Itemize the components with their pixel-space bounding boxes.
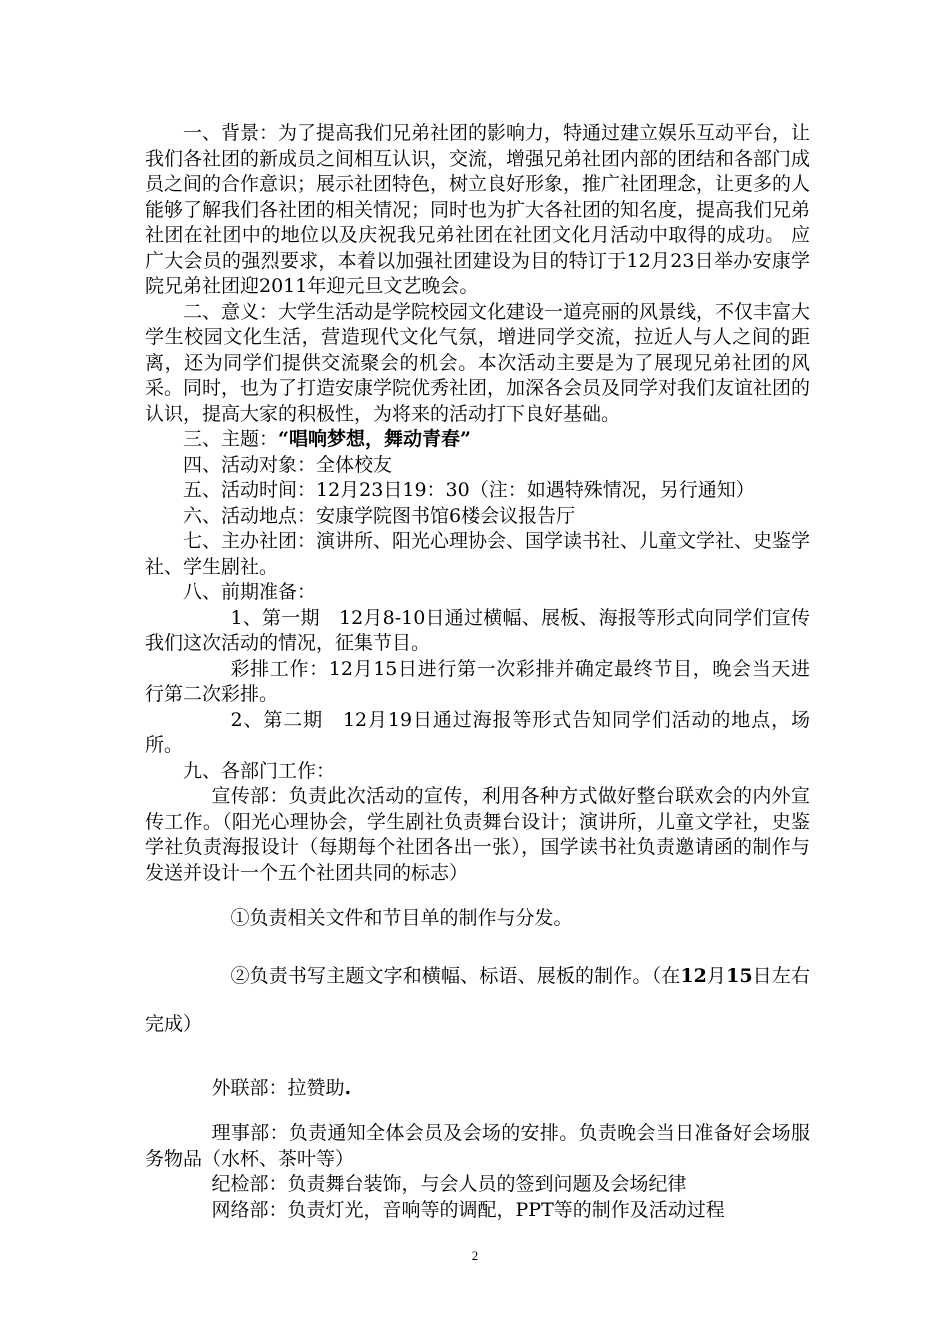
paragraph-network: 网络部：负责灯光，音响等的调配，PPT等的制作及活动过程 xyxy=(211,1198,725,1221)
paragraph-organizers: 七、主办社团：演讲所、阳光心理协会、国学读书社、儿童文学社、史鉴学社、学生剧社。 xyxy=(145,530,811,578)
paragraph-prep-heading: 八、前期准备： xyxy=(183,581,317,603)
paragraph-location: 六、活动地点：安康学院图书馆6楼会议报告厅 xyxy=(183,504,576,527)
document-body xyxy=(145,121,810,1223)
paragraph-significance: 二、意义：大学生活动是学院校园文化建设一道亮丽的风景线，不仅丰富大学生校园文化生活，营造现代文化气氛，增进同学交流，拉近人与人之间的距离，还为同学们提供交流聚会的机会。本次活动主要是为了展现兄弟社团的风采。同时，也为了打造安康学院优秀社团，加深各会员及同学对我们友谊社团的认识，提高大家的积极性，为将来的活动打下良好基础。 xyxy=(145,300,811,425)
paragraph-time: 五、活动时间：12月23日19：30（注：如遇特殊情况，另行通知） xyxy=(183,479,755,501)
paragraph-council: 理事部：负责通知全体会员及会场的安排。负责晚会当日准备好会场服务物品（水杯、茶叶等） xyxy=(145,1122,810,1170)
paragraph-prep-phase-2: 2、第二期 12月19日通过海报等形式告知同学们活动的地点，场所。 xyxy=(145,708,810,756)
theme-label: 三、主题： xyxy=(183,428,279,450)
paragraph-dept-heading: 九、各部门工作： xyxy=(183,759,336,782)
paragraph-publicity: 宣传部：负责此次活动的宣传，利用各种方式做好整台联欢会的内外宣传工作。（阳光心理协会，学生剧社负责舞台设计；演讲所，儿童文学社，史鉴学社负责海报设计（每期每个社团各出一张），国学读书社负责邀请函的制作与发送并设计一个五个社团共同的标志） xyxy=(145,785,810,884)
page-number: 2 xyxy=(471,1248,479,1263)
paragraph-item-1: ①负责相关文件和节目单的制作与分发。 xyxy=(230,907,573,929)
paragraph-audience: 四、活动对象：全体校友 xyxy=(183,453,393,476)
paragraph-prep-rehearsal: 彩排工作：12月15日进行第一次彩排并确定最终节目，晚会当天进行第二次彩排。 xyxy=(145,657,810,705)
paragraph-external: 外联部：拉赞助. xyxy=(211,1076,352,1099)
paragraph-item-2: ②负责书写主题文字和横幅、标语、展板的制作。（在12月15日左右完成） xyxy=(145,964,810,1035)
paragraph-theme xyxy=(145,427,810,453)
paragraph-discipline: 纪检部：负责舞台装饰，与会人员的签到问题及会场纪律 xyxy=(211,1173,687,1195)
paragraph-background: 一、背景：为了提高我们兄弟社团的影响力，特通过建立娱乐互动平台，让我们各社团的新成员之间相互认识，交流，增强兄弟社团内部的团结和各部门成员之间的合作意识；展示社团特色，树立良好形象，推广社团理念，让更多的人能够了解我们各社团的相关情况；同时也为扩大各社团的知名度，提高我们兄弟社团在社团中的地位以及庆祝我兄弟社团在社团文化月活动中取得的成功。 应广大会员的强烈要求，本着以加强社团建设为目的特订于12月23日举办安康学院兄弟社团迎2011年迎元旦文艺晚会。 xyxy=(145,122,811,297)
paragraph-prep-phase-1: 1、第一期 12月8-10日通过横幅、展板、海报等形式向同学们宣传我们这次活动的情况，征集节目。 xyxy=(145,606,810,654)
theme-value: “唱响梦想，舞动青春” xyxy=(278,428,471,450)
